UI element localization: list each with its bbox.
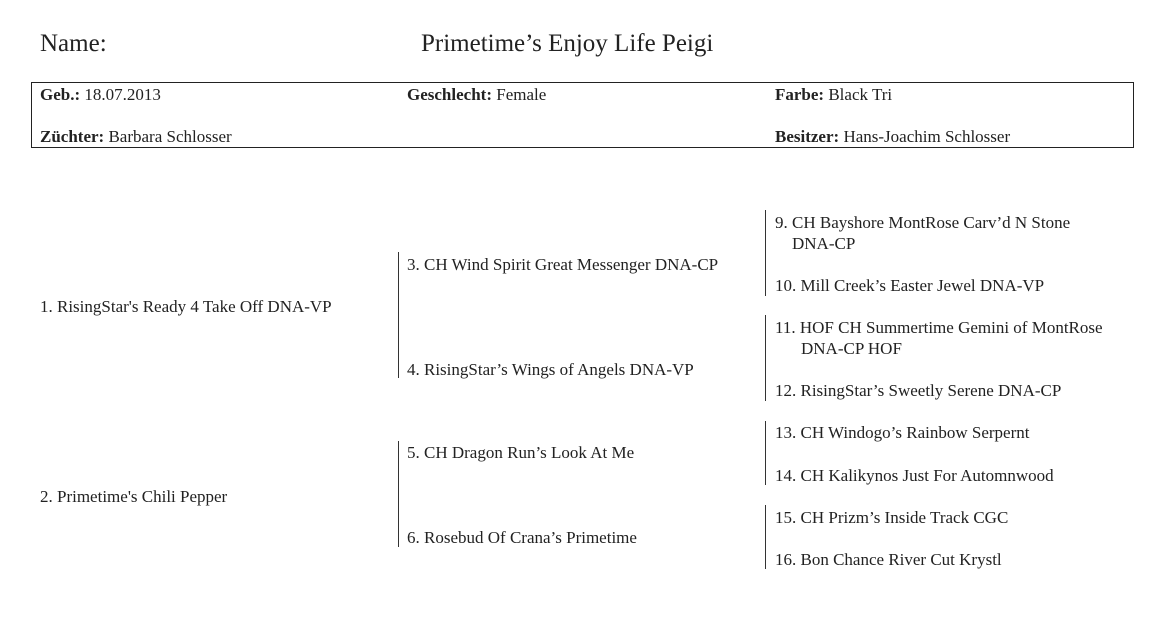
name-label: Name:: [40, 30, 107, 57]
bracket-6: [765, 505, 766, 569]
ggp-11-line1: 11. HOF CH Summertime Gemini of MontRose: [775, 318, 1103, 337]
ggp-14: 14. CH Kalikynos Just For Automnwood: [775, 466, 1054, 485]
dam: 2. Primetime's Chili Pepper: [40, 487, 228, 506]
grandsire-maternal: 5. CH Dragon Run’s Look At Me: [407, 443, 635, 462]
bracket-sire: [398, 252, 399, 378]
bracket-dam: [398, 441, 399, 547]
ggp-15: 15. CH Prizm’s Inside Track CGC: [775, 508, 1009, 527]
ggp-10: 10. Mill Creek’s Easter Jewel DNA-VP: [775, 276, 1045, 295]
owner-value: Hans-Joachim Schlosser: [843, 127, 1011, 146]
ggp-12: 12. RisingStar’s Sweetly Serene DNA-CP: [775, 381, 1062, 400]
bracket-5: [765, 421, 766, 485]
owner-label: Besitzer:: [775, 127, 840, 146]
color-value: Black Tri: [828, 85, 893, 104]
sex-value: Female: [496, 85, 547, 104]
breeder-value: Barbara Schlosser: [108, 127, 232, 146]
birth-label: Geb.:: [40, 85, 81, 104]
ggp-9-line1: 9. CH Bayshore MontRose Carv’d N Stone: [775, 213, 1071, 232]
ggp-11: [775, 318, 1103, 359]
ggp-16: 16. Bon Chance River Cut Krystl: [775, 550, 1002, 569]
grandsire-paternal: 3. CH Wind Spirit Great Messenger DNA-CP: [407, 255, 719, 274]
ggp-13: 13. CH Windogo’s Rainbow Serpernt: [775, 423, 1030, 442]
color-label: Farbe:: [775, 85, 825, 104]
granddam-paternal: 4. RisingStar’s Wings of Angels DNA-VP: [407, 360, 694, 379]
color: [775, 85, 892, 105]
sire: 1. RisingStar's Ready 4 Take Off DNA-VP: [40, 297, 332, 316]
breeder-label: Züchter:: [40, 127, 105, 146]
sex-label: Geschlecht:: [407, 85, 492, 104]
breeder: [40, 127, 232, 147]
birth-value: 18.07.2013: [84, 85, 161, 104]
bracket-3: [765, 210, 766, 296]
sex: [407, 85, 546, 105]
granddam-maternal: 6. Rosebud Of Crana’s Primetime: [407, 528, 637, 547]
bracket-4: [765, 315, 766, 401]
ggp-9-line2: DNA-CP: [792, 234, 856, 253]
dog-name: Primetime’s Enjoy Life Peigi: [421, 30, 714, 57]
ggp-11-line2: DNA-CP HOF: [801, 339, 902, 358]
birth-date: [40, 85, 161, 105]
ggp-9: [775, 213, 1070, 254]
owner: [775, 127, 1010, 147]
